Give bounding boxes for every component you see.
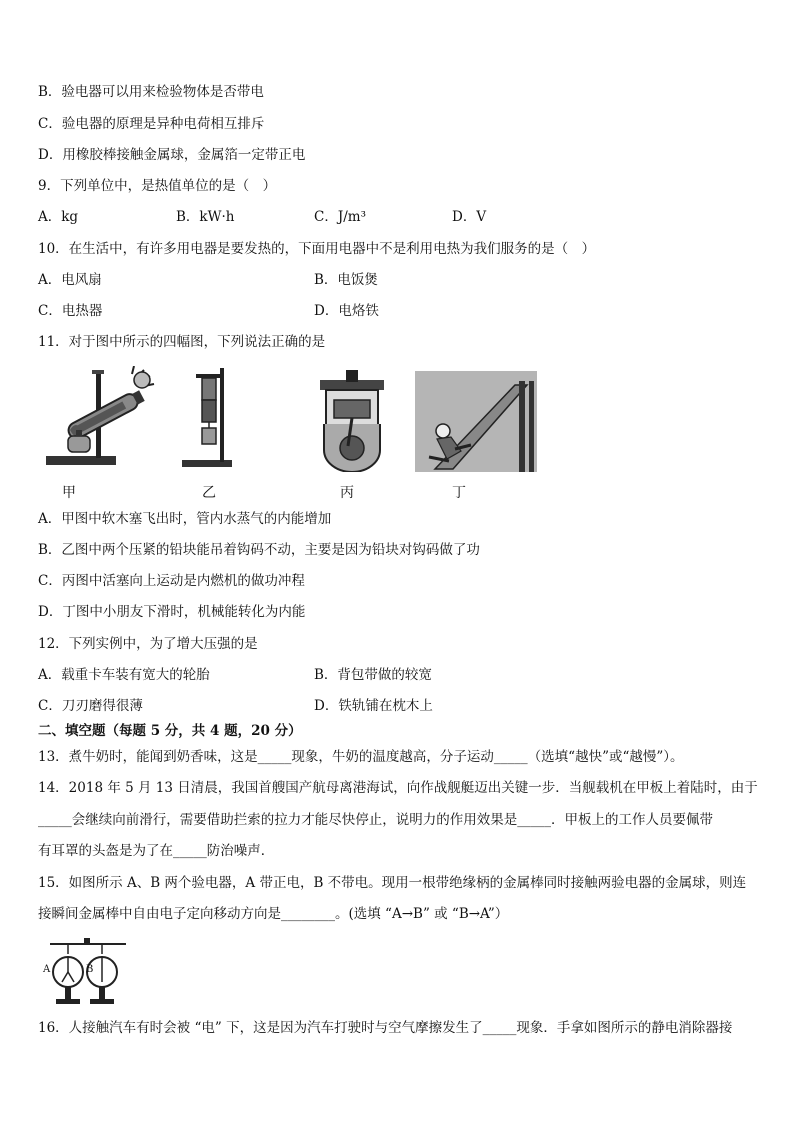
q13-text: 13．煮牛奶时，能闻到奶香味，这是_____现象，牛奶的温度越高，分子运动_____（选填“越快”或“越慢”）。 bbox=[38, 749, 684, 765]
section-title-fill-in: 二、填空题（每题 5 分，共 4 题，20 分） bbox=[38, 723, 302, 739]
q9-option-b: B．kW·h bbox=[176, 209, 235, 225]
q9-option-c: C．J/m³ bbox=[314, 209, 367, 225]
q9-option-d: D．V bbox=[452, 209, 487, 225]
q12-option-c: C．刀刃磨得很薄 bbox=[38, 698, 143, 714]
q10-option-d: D．电烙铁 bbox=[314, 303, 379, 319]
figure-yi-lead-blocks bbox=[180, 366, 236, 470]
q8-option-d: D．用橡胶棒接触金属球，金属箔一定带正电 bbox=[38, 147, 306, 163]
q14-line-3: 有耳罩的头盔是为了在_____防治噪声． bbox=[38, 843, 275, 859]
q11-stem: 11．对于图中所示的四幅图，下列说法正确的是 bbox=[38, 334, 326, 350]
q16-line-1: 16．人接触汽车有时会被 “电” 下，这是因为汽车打驶时与空气摩擦发生了_____现象．手拿如图所示的静电消除器接 bbox=[38, 1020, 733, 1036]
q14-line-2: _____会继续向前滑行，需要借助拦索的拉力才能尽快停止，说明力的作用效果是_____．甲板上的工作人员要佩带 bbox=[38, 812, 713, 828]
figure-label-yi: 乙 bbox=[202, 485, 216, 501]
q8-option-c: C．验电器的原理是异种电荷相互排斥 bbox=[38, 116, 265, 132]
q10-option-a: A．电风扇 bbox=[38, 272, 102, 288]
q9-option-a: A．kg bbox=[38, 209, 79, 225]
electroscope-label-a: A bbox=[43, 964, 51, 975]
q8-option-b: B．验电器可以用来检验物体是否带电 bbox=[38, 84, 264, 100]
figure-jia-steam-tube bbox=[42, 366, 158, 470]
q12-option-b: B．背包带做的较宽 bbox=[314, 667, 432, 683]
q10-option-c: C．电热器 bbox=[38, 303, 103, 319]
q11-option-c: C．丙图中活塞向上运动是内燃机的做功冲程 bbox=[38, 573, 305, 589]
q11-option-a: A．甲图中软木塞飞出时，管内水蒸气的内能增加 bbox=[38, 511, 332, 527]
q10-stem: 10．在生活中，有许多用电器是要发热的，下面用电器中不是利用电热为我们服务的是（ ） bbox=[38, 241, 596, 257]
q10-option-b: B．电饭煲 bbox=[314, 272, 378, 288]
q11-option-b: B．乙图中两个压紧的铅块能吊着钩码不动，主要是因为铅块对钩码做了功 bbox=[38, 542, 480, 558]
figure-bing-engine bbox=[316, 366, 388, 472]
q12-stem: 12．下列实例中，为了增大压强的是 bbox=[38, 636, 258, 652]
electroscope-label-b: B bbox=[86, 964, 94, 975]
figure-label-ding: 丁 bbox=[452, 485, 466, 501]
q12-option-d: D．铁轨铺在枕木上 bbox=[314, 698, 433, 714]
q15-line-1: 15．如图所示 A、B 两个验电器，A 带正电，B 不带电。现用一根带绝缘柄的金属棒同时接触两验电器的金属球，则连 bbox=[38, 875, 747, 891]
q11-option-d: D．丁图中小朋友下滑时，机械能转化为内能 bbox=[38, 604, 306, 620]
figure-label-bing: 丙 bbox=[340, 485, 354, 501]
q14-line-1: 14．2018 年 5 月 13 日清晨，我国首艘国产航母离港海试，向作战舰艇迈出关键一步．当舰载机在甲板上着陆时，由于 bbox=[38, 780, 758, 796]
q12-option-a: A．载重卡车装有宽大的轮胎 bbox=[38, 667, 210, 683]
q9-stem: 9．下列单位中，是热值单位的是（ ） bbox=[38, 178, 277, 194]
q15-line-2: 接瞬间金属棒中自由电子定向移动方向是________。(选填 “A→B” 或 “B→A”） bbox=[38, 906, 509, 922]
figure-label-jia: 甲 bbox=[62, 485, 76, 501]
figure-ding-slide bbox=[415, 371, 537, 472]
